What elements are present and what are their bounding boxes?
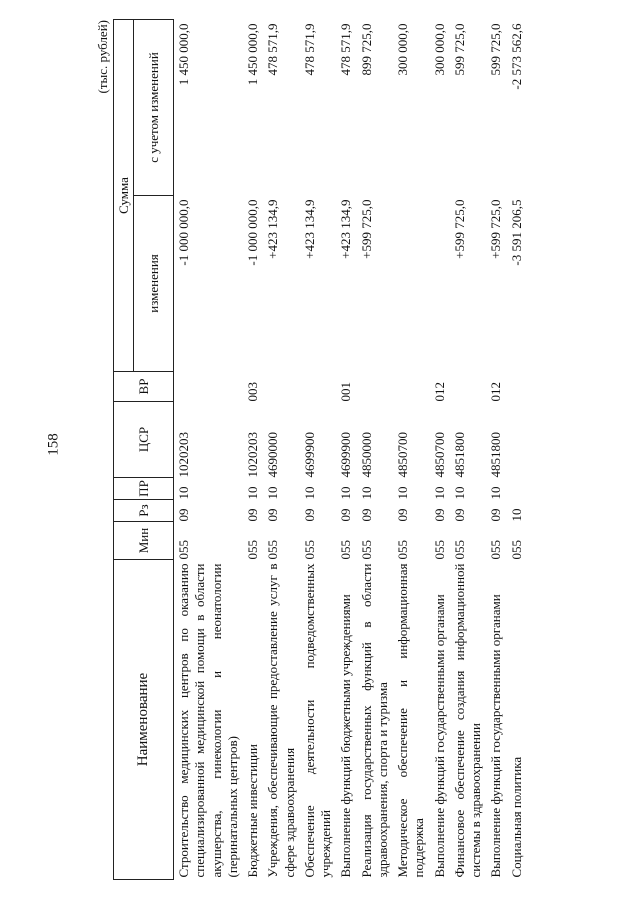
table-row — [450, 20, 487, 880]
cell-rz: 09 — [431, 508, 447, 522]
cell-csr: 1020203 — [176, 432, 191, 478]
cell-csr: 4690000 — [265, 432, 281, 478]
cell-min: 055 — [301, 540, 317, 560]
cell-csr: 4850000 — [358, 432, 374, 478]
cell-pr: 10 — [245, 486, 260, 500]
cell-name: Социальная политика — [508, 756, 524, 878]
cell-pr: 10 — [358, 486, 374, 500]
cell-change: +599 725,0 — [358, 199, 374, 259]
cell-min: 055 — [358, 540, 374, 560]
cell-name: Обеспечение деятельности подведомственных учреждений — [301, 563, 333, 878]
cell-change: -1 000 000,0 — [245, 199, 260, 266]
cell-vr: 003 — [245, 382, 260, 402]
table-row — [357, 20, 394, 880]
cell-name: Строительство медицинских центров по оказанию специализированной медицинской помощи в области акушерства, гинекологии и неонатологии (перинатальных центров) — [176, 563, 240, 878]
table-row — [486, 20, 506, 880]
page-number: 158 — [45, 433, 62, 456]
cell-change: -1 000 000,0 — [176, 199, 191, 266]
cell-name: Финансовое обеспечение создания информационной системы в здравоохранении — [451, 563, 483, 878]
rotated-page-content — [95, 20, 615, 880]
cell-pr: 10 — [338, 486, 354, 500]
budget-table — [113, 19, 527, 880]
cell-rz: 10 — [508, 508, 524, 522]
cell-name: Реализация государственных функций в области здравоохранения, спорта и туризма — [358, 563, 390, 878]
cell-vr — [174, 372, 244, 402]
header-vr: ВР — [114, 372, 174, 402]
cell-min: 055 — [508, 540, 524, 560]
table-body — [174, 20, 527, 880]
cell-min: 055 — [431, 540, 447, 560]
header-total: с учетом изменений — [134, 20, 174, 196]
cell-rz: 09 — [488, 508, 504, 522]
cell-change: +423 134,9 — [301, 199, 317, 259]
cell-csr: 4850700 — [431, 432, 447, 478]
cell-rz: 09 — [338, 508, 354, 522]
cell-pr: 10 — [488, 486, 504, 500]
cell-change — [430, 196, 450, 372]
header-csr: ЦСР — [114, 402, 174, 478]
cell-csr: 4699900 — [301, 432, 317, 478]
cell-total: 599 725,0 — [488, 23, 504, 76]
table-row — [507, 20, 527, 880]
cell-vr: 001 — [338, 382, 354, 402]
cell-change: +599 725,0 — [488, 199, 504, 259]
cell-vr — [450, 372, 487, 402]
cell-vr — [300, 372, 337, 402]
cell-change: +423 134,9 — [338, 199, 354, 259]
cell-rz: 09 — [245, 508, 260, 522]
cell-csr: 4851800 — [451, 432, 467, 478]
cell-pr — [507, 478, 527, 500]
cell-name: Выполнение функций бюджетными учреждениями — [338, 594, 354, 878]
cell-vr — [507, 372, 527, 402]
table-row — [174, 20, 244, 880]
cell-min: 055 — [176, 540, 191, 560]
cell-csr — [507, 402, 527, 478]
header-min: Мин — [114, 522, 174, 560]
cell-pr: 10 — [451, 486, 467, 500]
cell-total: 478 571,9 — [338, 23, 354, 76]
header-rz: Рз — [114, 500, 174, 522]
cell-total: 899 725,0 — [358, 23, 374, 76]
cell-name: Бюджетные инвестиции — [245, 744, 260, 878]
table-row — [243, 20, 263, 880]
cell-vr — [263, 372, 300, 402]
cell-pr: 10 — [176, 486, 191, 500]
cell-min: 055 — [488, 540, 504, 560]
cell-name: Методическое обеспечение и информационная поддержка — [395, 563, 427, 878]
unit-note: (тыс. рублей) — [95, 20, 110, 94]
cell-min: 055 — [395, 540, 410, 560]
cell-total: 478 571,9 — [265, 23, 281, 76]
table-row — [300, 20, 337, 880]
cell-change: +599 725,0 — [451, 199, 467, 259]
cell-csr: 4851800 — [488, 432, 504, 478]
cell-rz: 09 — [395, 508, 410, 522]
cell-change: +423 134,9 — [265, 199, 281, 259]
cell-pr: 10 — [265, 486, 281, 500]
cell-min: 055 — [245, 540, 260, 560]
header-sum: Сумма — [114, 20, 134, 372]
cell-name: Выполнение функций государственными органами — [431, 594, 447, 878]
cell-vr: 012 — [488, 382, 504, 402]
table-row — [263, 20, 300, 880]
cell-vr: 012 — [431, 382, 447, 402]
cell-rz: 09 — [301, 508, 317, 522]
cell-rz: 09 — [358, 508, 374, 522]
cell-name: Выполнение функций государственными органами — [488, 594, 504, 878]
cell-change — [393, 196, 430, 372]
header-name: Наименование — [114, 560, 174, 880]
cell-vr — [393, 372, 430, 402]
cell-min: 055 — [338, 540, 354, 560]
cell-change: -3 591 206,5 — [508, 199, 524, 266]
cell-rz: 09 — [176, 508, 191, 522]
table-row — [393, 20, 430, 880]
header-change: изменения — [134, 196, 174, 372]
cell-rz: 09 — [451, 508, 467, 522]
cell-total: -2 573 562,6 — [508, 23, 524, 90]
cell-total: 599 725,0 — [451, 23, 467, 76]
cell-vr — [357, 372, 394, 402]
cell-total: 1 450 000,0 — [176, 23, 191, 86]
cell-csr: 4850700 — [395, 432, 410, 478]
cell-pr: 10 — [395, 486, 410, 500]
table-row — [430, 20, 450, 880]
cell-min: 055 — [451, 540, 467, 560]
cell-name: Учреждения, обеспечивающие предоставление услуг в сфере здравоохранения — [265, 563, 297, 878]
cell-csr: 4699900 — [338, 432, 354, 478]
cell-rz: 09 — [265, 508, 281, 522]
cell-pr: 10 — [301, 486, 317, 500]
table-row — [336, 20, 356, 880]
header-pr: ПР — [114, 478, 174, 500]
cell-total: 1 450 000,0 — [245, 23, 260, 86]
cell-min: 055 — [265, 540, 281, 560]
cell-total: 300 000,0 — [395, 23, 410, 76]
cell-total: 478 571,9 — [301, 23, 317, 76]
cell-total: 300 000,0 — [431, 23, 447, 76]
cell-pr: 10 — [431, 486, 447, 500]
cell-csr: 1020203 — [245, 432, 260, 478]
